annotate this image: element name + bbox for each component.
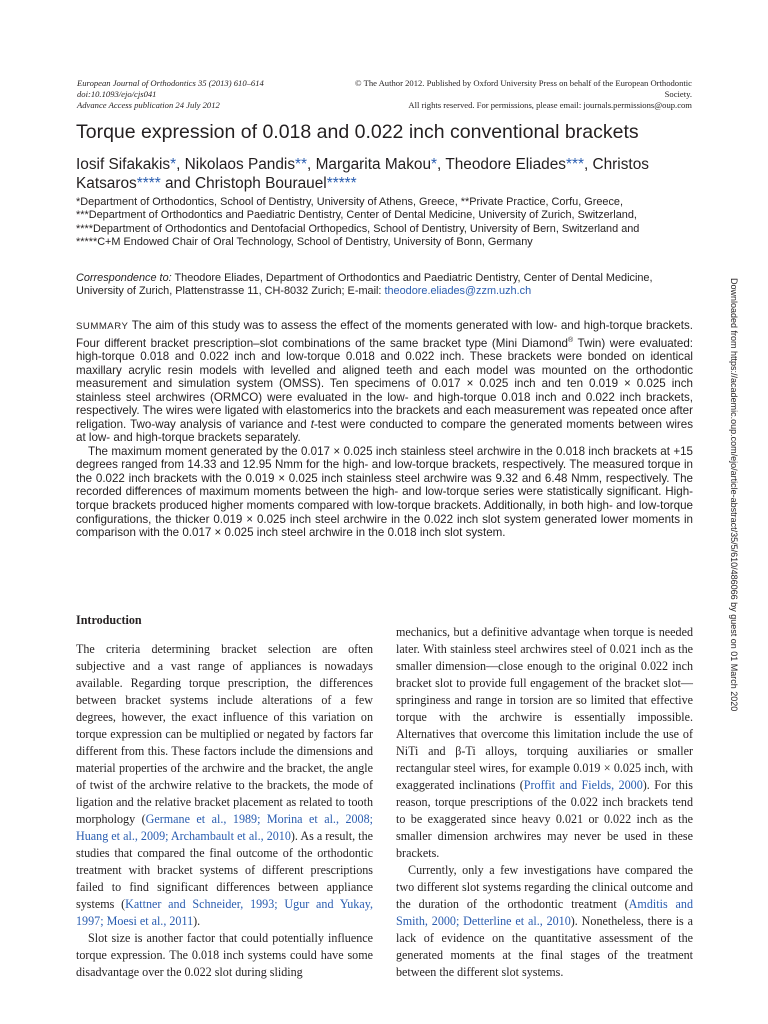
author-affiliation-link[interactable]: ** [295, 156, 307, 173]
citation-link[interactable]: Germane et al., 1989; Morina et al., 2008; Huang et al., 2009; Archambault et al., 2010 [76, 812, 373, 843]
body-paragraph: The criteria determining bracket selection are often subjective and a vast range of appliances is nowadays available. Regarding torque prescription, the differences between bracket systems include alterations of a few degrees, however, the exact influence of this variation on torque expression can be multiplied or negated by factors far different from this. These factors include the dimensions and material properties of the archwire and the bracket, the angle of twist of the archwire relative to the brackets, the mode of ligation and the relative bracket placement as related to tooth morphology (Germane et al., 1989; Morina et al., 2008; Huang et al., 2009; Archambault et al., 2010). As a result, the studies that compared the final outcome of the orthodontic treatment with bracket systems of different prescriptions failed to find significant differences between appliance systems (Kattner and Schneider, 1993; Ugur and Yukay, 1997; Moesi et al., 2011). [76, 642, 373, 928]
citation-link[interactable]: Kattner and Schneider, 1993; Ugur and Yukay, 1997; Moesi et al., 2011 [76, 897, 373, 928]
copyright-line-1: © The Author 2012. Published by Oxford University Press on behalf of the European Orthodontic Society. [355, 78, 692, 99]
article-title: Torque expression of 0.018 and 0.022 inch conventional brackets [76, 121, 639, 143]
section-heading-introduction: Introduction [76, 613, 142, 627]
correspondence-text: Theodore Eliades, Department of Orthodontics and Paediatric Dentistry, Center of Dental Medicine, University of Zurich, Plattenstrasse 11, CH-8032 Zurich; E-mail: [76, 272, 653, 298]
journal-info [77, 78, 337, 111]
body-paragraph: Slot size is another factor that could potentially influence torque expression. The 0.018 inch systems could have some disadvantage over the 0.022 slot during sliding [76, 931, 373, 979]
abstract [76, 319, 693, 540]
body-column-right [396, 624, 693, 981]
author-name: Iosif Sifakakis [76, 156, 171, 173]
citation-link[interactable]: Amditis and Smith, 2000; Detterline et al., 2010 [396, 897, 693, 928]
citation-link[interactable]: Proffit and Fields, 2000 [523, 778, 643, 792]
author-affiliation-link[interactable]: * [170, 156, 177, 173]
abstract-paragraph: SUMMARY The aim of this study was to assess the effect of the moments generated with low- and high-torque brackets. Four different bracket prescription–slot combinations of the same bracket type (Mini Diamond® Twin) were evaluated: high-torque 0.018 and 0.022 inch and low-torque 0.018 and 0.022 inch. These brackets were bonded on identical maxillary acrylic resin models with levelled and aligned teeth and each model was mounted on the orthodontic measurement and simulation system (OMSS). Ten specimens of 0.017 × 0.025 inch and ten 0.019 × 0.025 inch stainless steel archwires (ORMCO) were evaluated in the low- and high-torque 0.018 inch and 0.022 inch brackets, respectively. The wires were ligated with elastomerics into the brackets and each measurement was repeated once after religation. Two-way analysis of variance and t-test were conducted to compare the generated moments between wires at low- and high-torque brackets separately. [76, 319, 694, 445]
abstract-paragraph: The maximum moment generated by the 0.017 × 0.025 inch stainless steel archwire in the 0.018 inch brackets at +15 degrees ranged from 14.33 and 12.95 Nmm for the high- and low-torque brackets, respectively. The measured torque in the 0.022 inch brackets with the 0.019 × 0.025 inch stainless steel archwire was 9.32 and 6.48 Nmm, respectively. The recorded differences of maximum moments between the high- and low-torque series were statistically significant. High-torque brackets produced higher moments compared with low-torque brackets. Additionally, in both high- and low-torque configurations, the thicker 0.019 × 0.025 inch steel archwire in the 0.022 inch slot system generated lower moments in comparison with the 0.017 × 0.025 inch steel archwire in the 0.018 inch slot system. [76, 444, 693, 540]
affiliations: *Department of Orthodontics, School of Dentistry, University of Athens, Greece, **Private Practice, Corfu, Greece, ***Department of Orthodontics and Paediatric Dentistry, Center of Dental Medicine, University of Zurich, Switzerland, ****Department of Orthodontics and Dentofacial Orthopedics, School of Dentistry, University of Bern, Switzerland and *****C+M Endowed Chair of Oral Technology, School of Dentistry, University of Bonn, Germany [76, 196, 640, 249]
author-name: Nikolaos Pandis [184, 156, 296, 173]
correspondence-email-link[interactable]: theodore.eliades@zzm.uzh.ch [384, 285, 532, 298]
author-name: Christoph Bourauel [194, 175, 327, 192]
author-affiliation-link[interactable]: **** [136, 175, 161, 192]
publication-date: Advance Access publication 24 July 2012 [77, 100, 220, 110]
body-paragraph: mechanics, but a definitive advantage when torque is needed later. With stainless steel archwires steel of 0.021 inch as the smaller dimension—close enough to the original 0.022 inch bracket slot to provide full engagement of the bracket slot—springiness and range in torsion are so limited that effective torque with the archwire is essentially impossible. Alternatives that overcome this limitation include the use of NiTi and β-Ti alloys, torquing auxiliaries or smaller rectangular steel wires, for example 0.019 × 0.025 inch, with exaggerated inclinations (Proffit and Fields, 2000). For this reason, torque prescriptions of the 0.022 inch brackets tend to be exaggerated since heavy 0.021 or 0.022 inch as the smaller dimension archwires may never be used in these brackets. [396, 625, 694, 860]
author-name: Margarita Makou [315, 156, 432, 173]
author-affiliation-link[interactable]: ***** [326, 175, 357, 192]
correspondence [76, 272, 682, 299]
journal-citation: European Journal of Orthodontics 35 (2013) 610–614 [77, 78, 264, 88]
copyright-line-2: All rights reserved. For permissions, please email: journals.permissions@oup.com [408, 100, 692, 110]
author-affiliation-link[interactable]: * [431, 156, 438, 173]
author-name: Christos Katsaros [76, 156, 649, 192]
abstract-label: SUMMARY [76, 321, 129, 332]
author-list: Iosif Sifakakis*, Nikolaos Pandis**, Margarita Makou*, Theodore Eliades***, Christos Katsaros**** and Christoph Bourauel***** [76, 156, 649, 192]
body-paragraph: Currently, only a few investigations have compared the two different slot systems regarding the clinical outcome and the duration of the orthodontic treatment (Amditis and Smith, 2000; Detterline et al., 2010). Nonetheless, there is a lack of evidence on the quantitative assessment of the generated moments at the final stages of the treatment between the different slot systems. [396, 863, 693, 979]
author-affiliation-link[interactable]: *** [565, 156, 584, 173]
copyright-notice [332, 78, 692, 111]
correspondence-label: Correspondence to: [76, 272, 172, 284]
download-watermark: Downloaded from https://academic.oup.com/ejo/article-abstract/35/5/610/486066 by guest on 01 March 2020 [729, 278, 739, 712]
author-name: Theodore Eliades [445, 156, 566, 173]
doi: doi:10.1093/ejo/cjs041 [77, 89, 157, 99]
body-column-left [76, 612, 373, 981]
